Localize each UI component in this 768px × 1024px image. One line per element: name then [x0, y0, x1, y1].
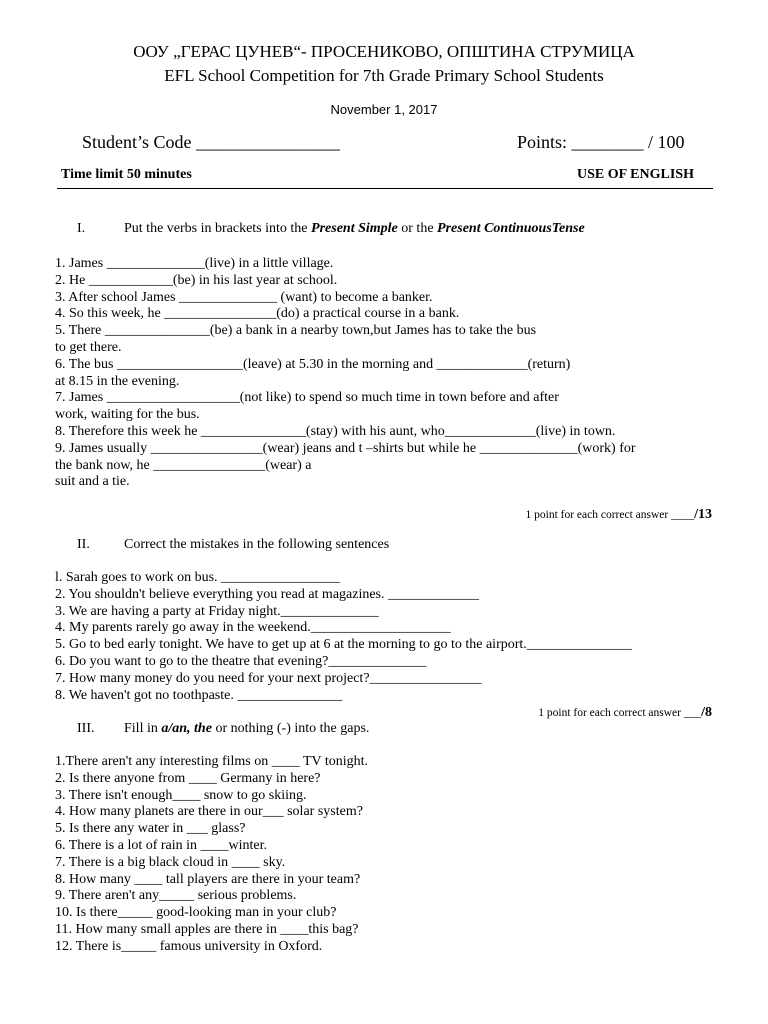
- exercise-line: work, waiting for the bus.: [55, 407, 200, 423]
- exercise-line: 5. There _______________(be) a bank in a nearby town,but James has to take the bus: [55, 323, 537, 339]
- exercise-line: 1. James ______________(live) in a little village.: [55, 256, 334, 271]
- section3-number: III.: [77, 721, 95, 736]
- exercise-line: 3. There isn't enough____ snow to go skiing.: [55, 787, 307, 803]
- section1-exercises: [55, 256, 636, 491]
- exercise-line: 6. There is a lot of rain in ____winter.: [55, 837, 268, 853]
- exercise-line: 10. Is there_____ good-looking man in your club?: [55, 905, 337, 921]
- exercise-line: 6. The bus __________________(leave) at 5.30 in the morning and _____________(return): [55, 356, 571, 372]
- exercise-line: 4. So this week, he ________________(do) a practical course in a bank.: [55, 306, 460, 322]
- section1-score: 1 point for each correct answer ____/13: [525, 507, 712, 522]
- school-name: ООУ „ГЕРАС ЦУНЕВ“- ПРОСЕНИКОВО, ОПШТИНА СТРУМИЦА: [133, 42, 635, 61]
- exercise-line: at 8.15 in the evening.: [55, 373, 180, 389]
- section2-number: II.: [77, 537, 90, 552]
- exercise-line: suit and a tie.: [55, 474, 130, 490]
- competition-title: EFL School Competition for 7th Grade Primary School Students: [164, 66, 604, 85]
- exercise-line: l. Sarah goes to work on bus. _________________: [55, 570, 341, 585]
- time-limit: Time limit 50 minutes: [61, 167, 192, 182]
- section1-number: I.: [77, 221, 86, 236]
- exercise-line: 8. Therefore this week he _______________(stay) with his aunt, who_____________(live) in town.: [55, 423, 616, 439]
- exercise-line: 9. There aren't any_____ serious problems.: [55, 888, 297, 904]
- exercise-line: 2. He ____________(be) in his last year at school.: [55, 272, 338, 288]
- exercise-line: 7. There is a big black cloud in ____ sky.: [55, 854, 286, 870]
- exercise-line: 7. James ___________________(not like) to spend so much time in town before and after: [55, 390, 559, 406]
- exercise-line: 2. You shouldn't believe everything you read at magazines. _____________: [55, 586, 480, 602]
- exercise-line: 2. Is there anyone from ____ Germany in here?: [55, 770, 321, 786]
- section-heading: USE OF ENGLISH: [577, 167, 694, 182]
- exercise-line: 3. We are having a party at Friday night.______________: [55, 603, 379, 619]
- exercise-line: 4. My parents rarely go away in the weekend.____________________: [55, 620, 451, 636]
- section1-title: Put the verbs in brackets into the Present Simple or the Present ContinuousTense: [124, 221, 585, 236]
- exercise-line: 8. How many ____ tall players are there in your team?: [55, 871, 361, 887]
- section3-title: Fill in a/an, the or nothing (-) into the gaps.: [124, 721, 370, 736]
- exercise-line: 8. We haven't got no toothpaste. _______________: [55, 687, 343, 703]
- section3-exercises: [55, 754, 368, 956]
- exercise-line: 11. How many small apples are there in ____this bag?: [55, 921, 359, 937]
- section2-exercises: [55, 570, 632, 704]
- student-code-field: Student’s Code ________________: [82, 132, 341, 152]
- section2-score: 1 point for each correct answer ___/8: [538, 705, 712, 720]
- exercise-line: 3. After school James ______________ (want) to become a banker.: [55, 289, 433, 305]
- exercise-line: the bank now, he ________________(wear) a: [55, 457, 312, 473]
- exercise-line: 5. Is there any water in ___ glass?: [55, 821, 246, 837]
- exercise-line: 7. How many money do you need for your next project?________________: [55, 670, 482, 686]
- exercise-line: 9. James usually ________________(wear) jeans and t –shirts but while he ______________(work) for: [55, 440, 636, 456]
- exercise-line: 6. Do you want to go to the theatre that evening?______________: [55, 653, 427, 669]
- date: November 1, 2017: [330, 102, 438, 117]
- exercise-line: 5. Go to bed early tonight. We have to get up at 6 at the morning to go to the airport._______________: [55, 637, 632, 653]
- section2-title: Correct the mistakes in the following sentences: [124, 537, 390, 552]
- exercise-line: 4. How many planets are there in our___ solar system?: [55, 804, 363, 820]
- header-divider: [57, 188, 713, 189]
- points-field: Points: ________ / 100: [517, 132, 685, 152]
- exercise-line: to get there.: [55, 339, 122, 355]
- exercise-line: 12. There is_____ famous university in Oxford.: [55, 938, 323, 954]
- exercise-line: 1.There aren't any interesting films on ____ TV tonight.: [55, 754, 369, 769]
